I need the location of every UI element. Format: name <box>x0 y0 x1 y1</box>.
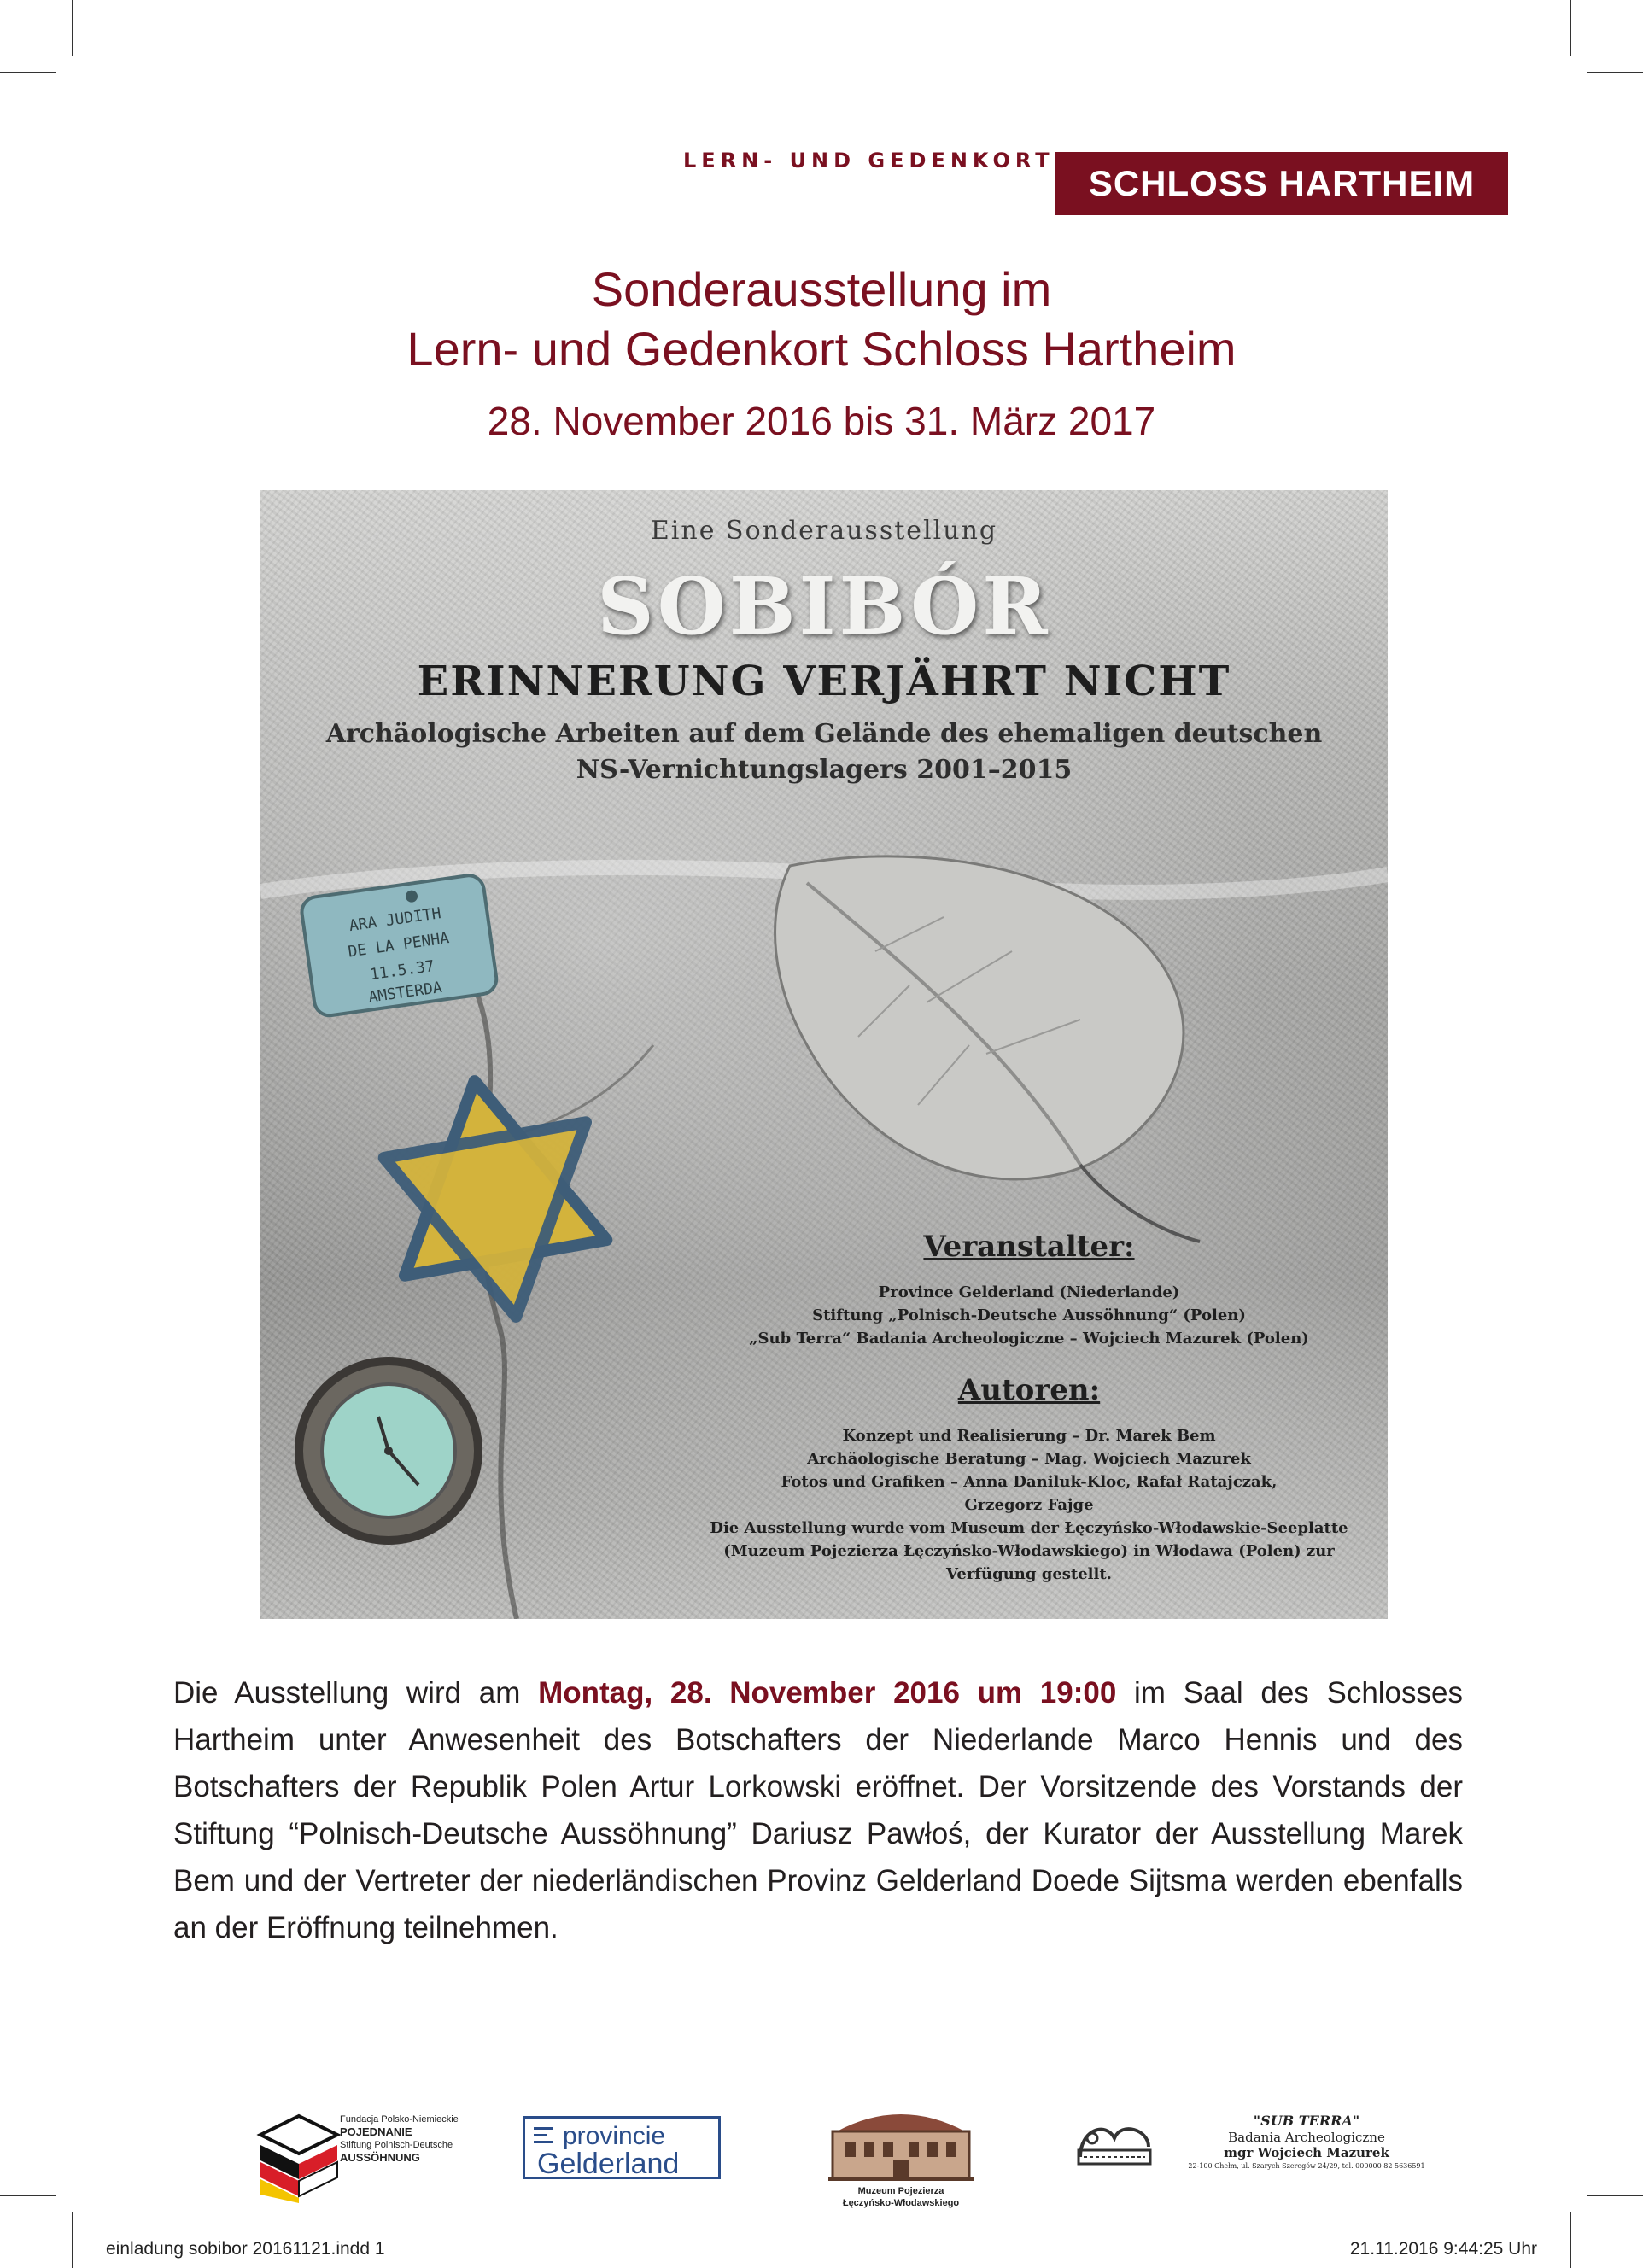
leaf-illustration <box>775 856 1200 1242</box>
footer-timestamp: 21.11.2016 9:44:25 Uhr <box>1349 2239 1537 2259</box>
subterra-line-1: "SUB TERRA" <box>1253 2113 1360 2129</box>
organizer-line: „Sub Terra“ Badania Archeologiczne – Wojciech Mazurek (Polen) <box>749 1330 1309 1347</box>
organizer-line: Province Gelderland (Niederlande) <box>878 1283 1180 1301</box>
page-title-line-1: Sonderausstellung im <box>591 262 1052 316</box>
id-tag-illustration <box>300 874 498 1018</box>
subterra-line-3: mgr Wojciech Mazurek <box>1224 2145 1389 2160</box>
author-line: Konzept und Realisierung – Dr. Marek Bem <box>842 1427 1216 1445</box>
fpna-line-2: POJEDNANIE <box>340 2125 412 2138</box>
organizers-heading: Veranstalter: <box>923 1230 1135 1264</box>
fpna-line-1: Fundacja Polsko-Niemieckie <box>340 2114 459 2125</box>
exhibition-poster <box>260 490 1388 1619</box>
poster-subtitle-1: Archäologische Arbeiten auf dem Gelände des ehemaligen deutschen <box>325 719 1323 749</box>
tag-text-3: 11.5.37 <box>368 956 436 985</box>
paragraph-part-2: im Saal des Schlosses Hartheim unter Anwesenheit des Botschafters der Niederlande Marco Hennis und des Botschafters der Republik Polen Artur Lorkowski eröffnet. Der Vorsitzende des Vorstands der Stiftung “Polnisch-Deutsche Aussöhnung” Dariusz Pawłoś, der Kurator der Ausstellung Marek Bem und der Vertreter der niederländischen Provinz Gelderland Doede Sijtsma werden ebenfalls an der Eröffnung teilnehmen. <box>173 1676 1463 1944</box>
organizer-line: Stiftung „Polnisch-Deutsche Aussöhnung“ (Polen) <box>812 1306 1246 1324</box>
logo-box: SCHLOSS HARTHEIM <box>1055 152 1508 215</box>
poster-headline: ERINNERUNG VERJÄHRT NICHT <box>417 658 1231 705</box>
fpna-line-3: Stiftung Polnisch-Deutsche <box>340 2140 453 2150</box>
watch-illustration <box>299 1361 478 1540</box>
star-of-david-illustration <box>374 1063 617 1334</box>
fpna-emblem-icon <box>252 2109 346 2203</box>
announcement-paragraph <box>173 1669 1463 1951</box>
crop-mark <box>1587 2195 1643 2196</box>
page-title-line-2: Lern- und Gedenkort Schloss Hartheim <box>406 322 1237 376</box>
tag-text-2: DE LA PENHA <box>347 929 451 962</box>
gelderland-line-2: Gelderland <box>537 2148 680 2180</box>
museum-line-1: Muzeum Pojezierza <box>857 2186 944 2196</box>
exhibition-dates: 28. November 2016 bis 31. März 2017 <box>487 399 1156 443</box>
crop-mark <box>1587 72 1643 73</box>
crop-mark <box>72 0 73 56</box>
poster-subtitle-2: NS-Vernichtungslagers 2001–2015 <box>576 755 1073 785</box>
opening-date-highlight: Montag, 28. November 2016 um 19:00 <box>538 1676 1117 1710</box>
crop-mark <box>1570 2212 1571 2268</box>
subterra-line-4: 22-100 Chełm, ul. Szarych Szeregów 24/29, tel. 000000 82 5636591 <box>1188 2162 1425 2170</box>
poster-eyebrow: Eine Sonderausstellung <box>650 516 998 546</box>
organizers-block <box>705 1230 1354 1350</box>
author-line: Archäologische Beratung – Mag. Wojciech Mazurek <box>807 1450 1251 1468</box>
poster-name: SOBIBÓR <box>597 560 1051 652</box>
subterra-line-2: Badania Archeologiczne <box>1228 2130 1385 2145</box>
tag-text-1: ARA JUDITH <box>348 904 442 936</box>
crop-mark <box>0 2195 56 2196</box>
gelderland-stripes-icon <box>534 2127 558 2144</box>
crop-mark <box>0 72 56 73</box>
author-line: Verfügung gestellt. <box>946 1565 1112 1583</box>
sponsor-gelderland-logo <box>523 2116 721 2179</box>
museum-building-icon <box>820 2097 982 2183</box>
paragraph-part-1: Die Ausstellung wird am <box>173 1676 539 1710</box>
footer-file-name: einladung sobibor 20161121.indd 1 <box>106 2239 385 2259</box>
fpna-line-4: AUSSÖHNUNG <box>340 2151 420 2164</box>
author-line: Fotos und Grafiken – Anna Daniluk-Kloc, Rafał Ratajczak, <box>781 1473 1278 1491</box>
author-line: Die Ausstellung wurde vom Museum der Łęczyńsko-Włodawskie-Seeplatte <box>710 1519 1348 1537</box>
crop-mark <box>1570 0 1571 56</box>
tag-text-4: AMSTERDA <box>367 978 443 1007</box>
logo-lead-text: LERN- UND GEDENKORT <box>683 149 1055 172</box>
authors-block <box>705 1373 1354 1586</box>
author-line: Grzegorz Fajge <box>964 1496 1094 1514</box>
crop-mark <box>72 2212 73 2268</box>
author-line: (Muzeum Pojezierza Łęczyńsko-Włodawskiego) in Włodawa (Polen) zur <box>723 1542 1335 1560</box>
museum-line-2: Łęczyńsko-Włodawskiego <box>842 2198 960 2208</box>
gelderland-line-1: provincie <box>563 2122 666 2150</box>
authors-heading: Autoren: <box>957 1373 1101 1407</box>
